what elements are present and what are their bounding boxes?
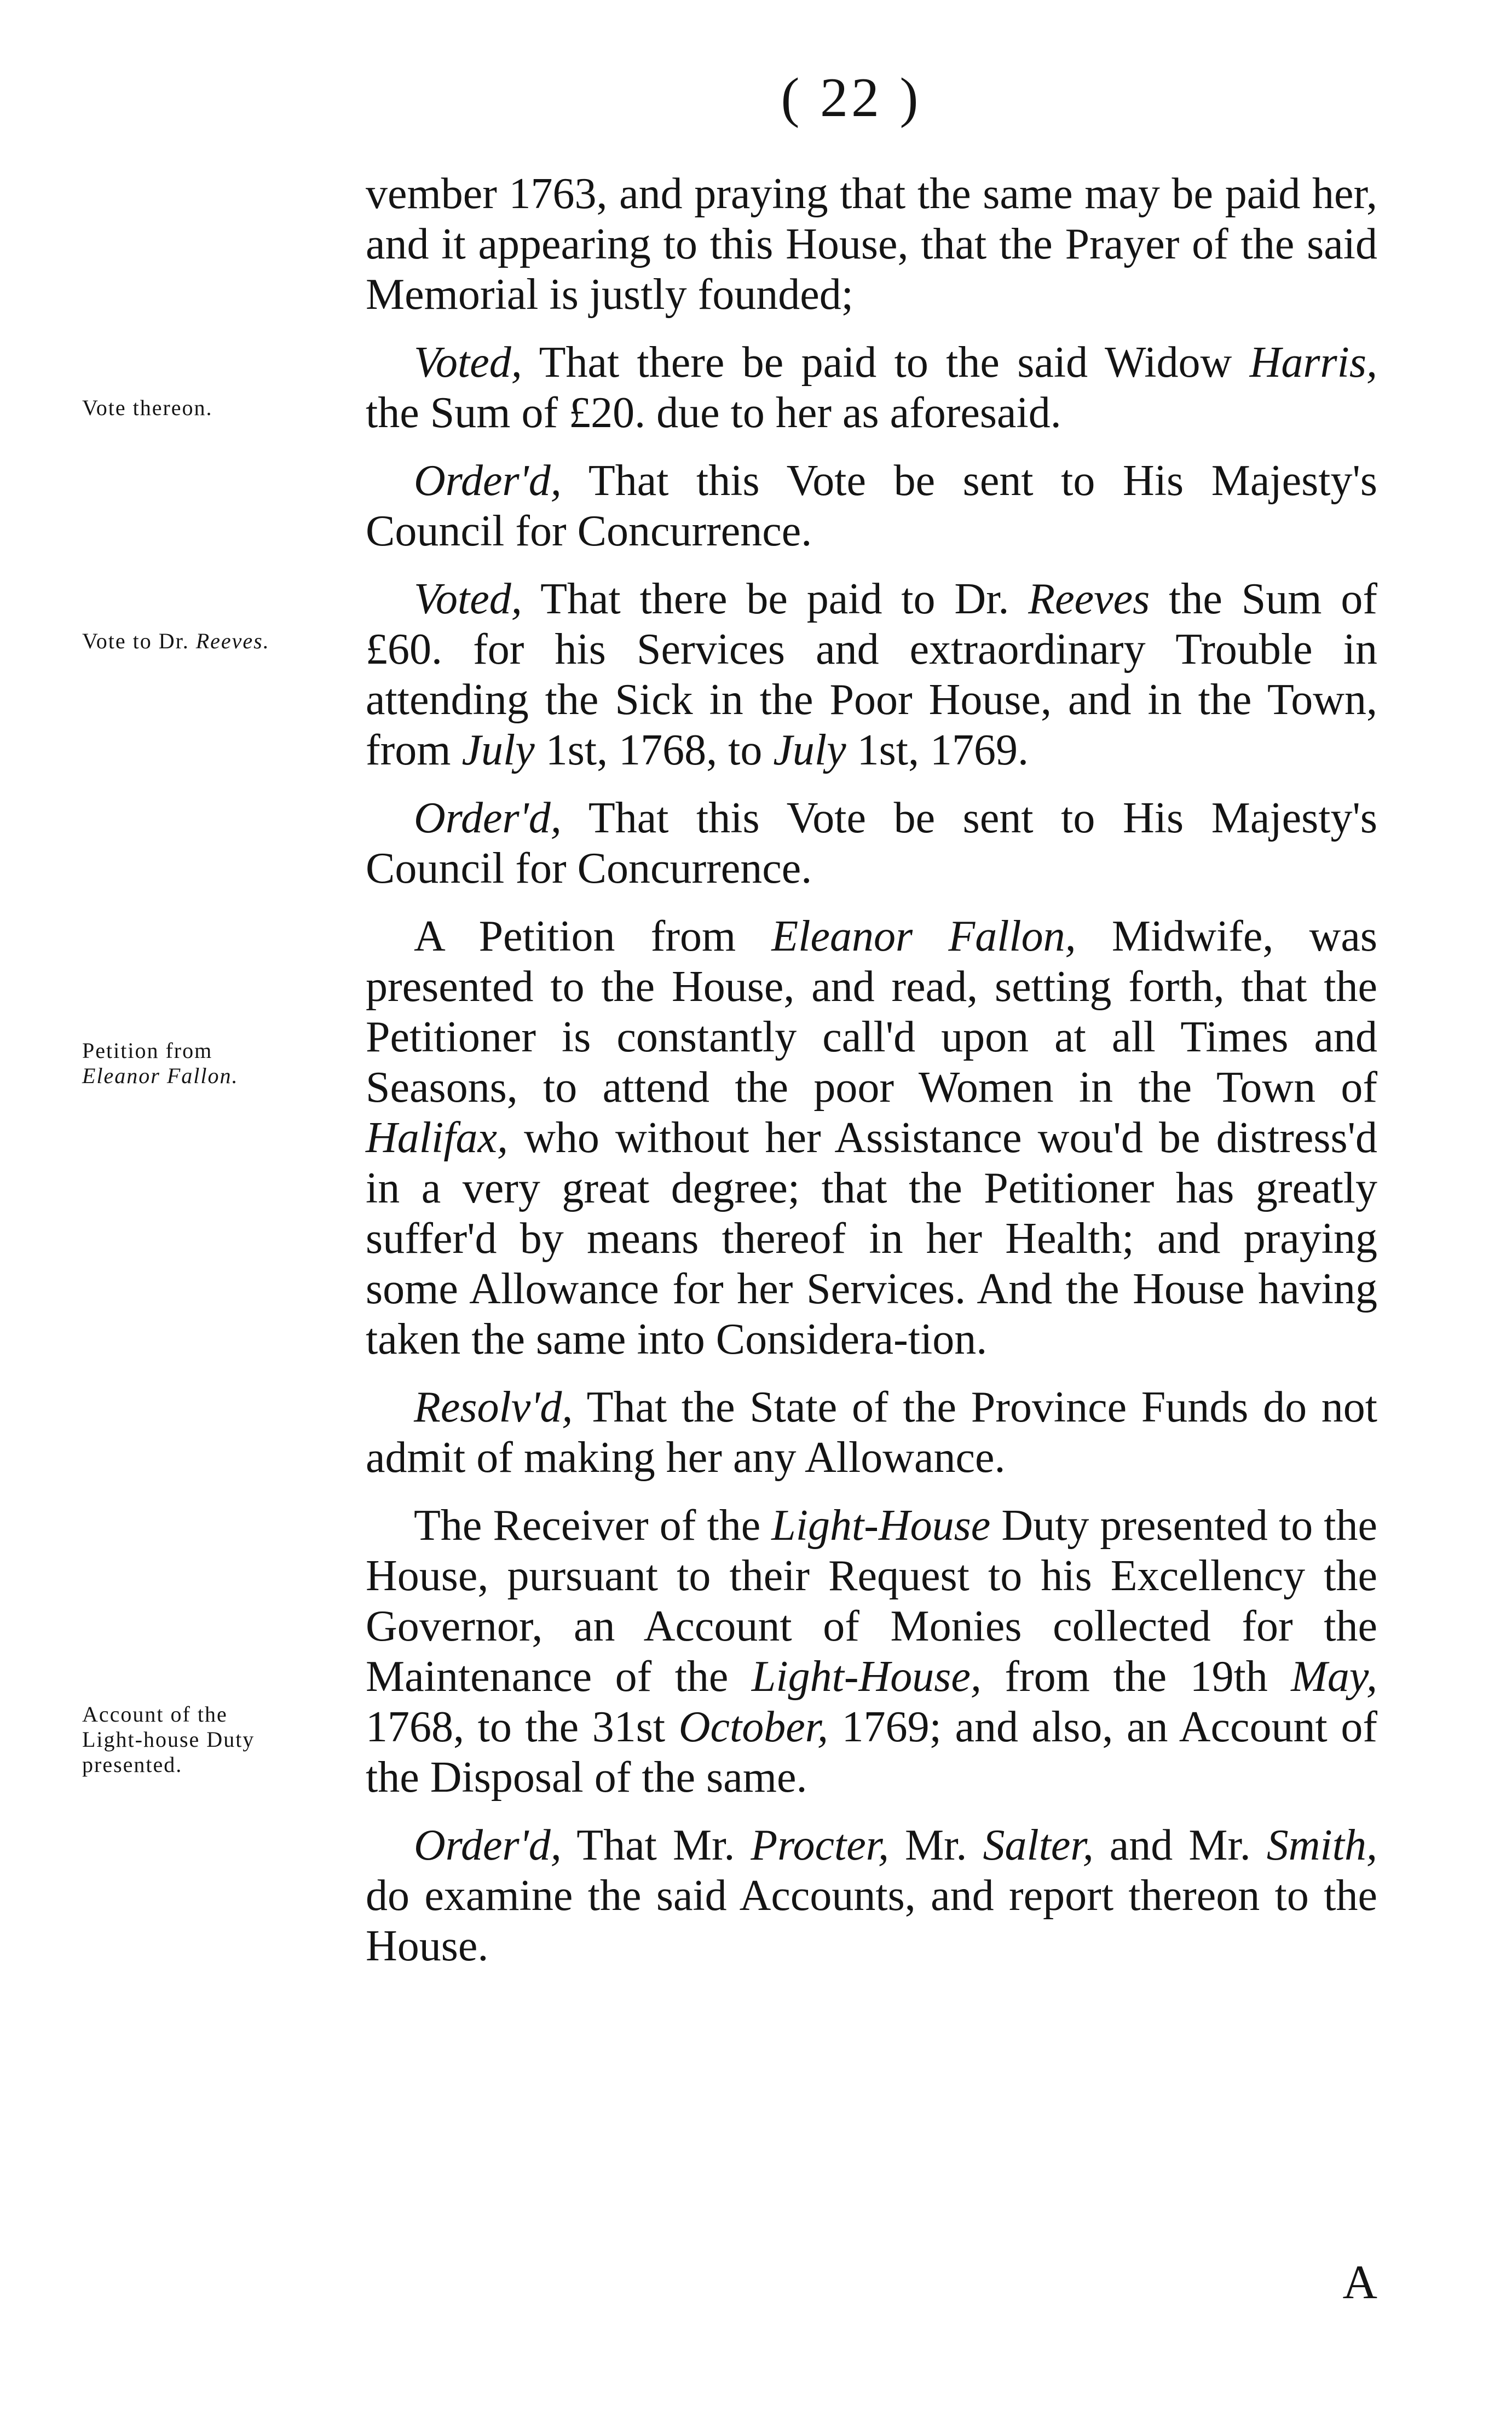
paragraph-text: That Mr. <box>561 1821 751 1869</box>
paragraph-text: 1st, 1768, to <box>534 726 774 774</box>
person-name: Smith, <box>1266 1821 1378 1869</box>
paragraph-text: Mr. <box>888 1821 983 1869</box>
paragraph-text: 1768, to the 31st <box>366 1703 679 1751</box>
paragraph-text: The Receiver of the <box>414 1501 772 1550</box>
margin-note-line: Account of the <box>82 1702 228 1727</box>
margin-note-line: presented. <box>82 1752 183 1777</box>
paragraph-text: from the 19th <box>981 1653 1291 1701</box>
paragraph-order-examine <box>366 1820 1377 1971</box>
paragraph-order-2 <box>366 793 1377 894</box>
paragraph-text: vember 1763, and praying that the same may be paid her, and it appearing to this House, that the Prayer of the said Memorial is justly founded; <box>366 170 1377 319</box>
paragraph-text: who without her Assistance wou'd be distress'd in a very great degree; that the Petitioner has greatly suffer'd by means thereof in her Health; and praying some Allowance for her Services. And the House having taken the same into Considera-tion. <box>366 1114 1377 1363</box>
paragraph-light-house <box>366 1500 1377 1803</box>
person-name: Procter, <box>751 1821 889 1869</box>
person-name: Salter, <box>983 1821 1094 1869</box>
paragraph-vote-reeves <box>366 574 1377 775</box>
paragraph-text: 1769; and also, an Account of the Disposal of the same. <box>366 1703 1377 1802</box>
person-name: Harris, <box>1249 338 1377 387</box>
body-text <box>366 169 1377 1989</box>
paragraph-text: That there be paid to Dr. <box>522 575 1029 623</box>
paragraph-lead: Voted, <box>414 338 522 387</box>
margin-note-vote-thereon <box>82 395 361 421</box>
margin-note-name: Eleanor Fallon. <box>82 1063 239 1088</box>
month-name: October, <box>678 1703 829 1751</box>
paragraph-text: do examine the said Accounts, and report thereon to the House. <box>366 1872 1377 1970</box>
catchword: A <box>1342 2256 1377 2309</box>
paragraph-text: Midwife, was presented to the House, and read, setting forth, that the Petitioner is constantly call'd upon at all Times and Seasons, to attend the poor Women in the Town of <box>366 912 1377 1112</box>
margin-note-petition <box>82 1038 361 1089</box>
paragraph-lead: Resolv'd, <box>414 1383 573 1431</box>
month-name: May, <box>1291 1653 1378 1701</box>
paragraph-text: That the State of the Province Funds do not admit of making her any Allowance. <box>366 1383 1377 1482</box>
margin-note-account <box>82 1702 361 1777</box>
paragraph-text: 1st, 1769. <box>846 726 1029 774</box>
paragraph-memorial <box>366 169 1377 320</box>
paragraph-lead: Order'd, <box>414 457 562 505</box>
person-name: Eleanor Fallon, <box>771 912 1076 960</box>
paragraph-resolved <box>366 1382 1377 1483</box>
margin-note-line: Light-house Duty <box>82 1727 255 1752</box>
paragraph-petition <box>366 911 1377 1365</box>
paragraph-lead: Voted, <box>414 575 522 623</box>
italic-term: Light-House, <box>751 1653 982 1701</box>
margin-note-vote-reeves <box>82 629 361 654</box>
paragraph-text: and Mr. <box>1093 1821 1267 1869</box>
paragraph-text: the Sum of £20. due to her as aforesaid. <box>366 389 1061 437</box>
month-name: July <box>773 726 846 774</box>
italic-term: Light-House <box>771 1501 991 1550</box>
paragraph-lead: Order'd, <box>414 794 562 842</box>
paragraph-text: That this Vote be sent to His Majesty's Council for Concurrence. <box>366 794 1377 893</box>
paragraph-text: That there be paid to the said Widow <box>522 338 1250 387</box>
margin-note-text: Vote to Dr. <box>82 629 189 653</box>
person-name: Reeves <box>1028 575 1150 623</box>
paragraph-text: the Sum of £60. for his Services and extraordinary Trouble in attending the Sick in the Poor House, and in the Town, from <box>366 575 1377 774</box>
page-number: ( 22 ) <box>781 67 922 129</box>
paragraph-text: Duty presented to the House, pursuant to their Request to his Excellency the Governor, an Account of Monies collected for the Maintenance of the <box>366 1501 1377 1701</box>
paragraph-text: A Petition from <box>414 912 772 960</box>
margin-note-text: Petition from <box>82 1038 213 1063</box>
month-name: July <box>461 726 535 774</box>
paragraph-lead: Order'd, <box>414 1821 562 1869</box>
paragraph-order-1 <box>366 456 1377 556</box>
margin-note-text: Vote thereon. <box>82 395 213 420</box>
paragraph-text: That this Vote be sent to His Majesty's Council for Concurrence. <box>366 457 1377 555</box>
paragraph-vote-harris <box>366 337 1377 438</box>
place-name: Halifax, <box>366 1114 508 1162</box>
margin-note-name: Reeves. <box>195 629 270 653</box>
